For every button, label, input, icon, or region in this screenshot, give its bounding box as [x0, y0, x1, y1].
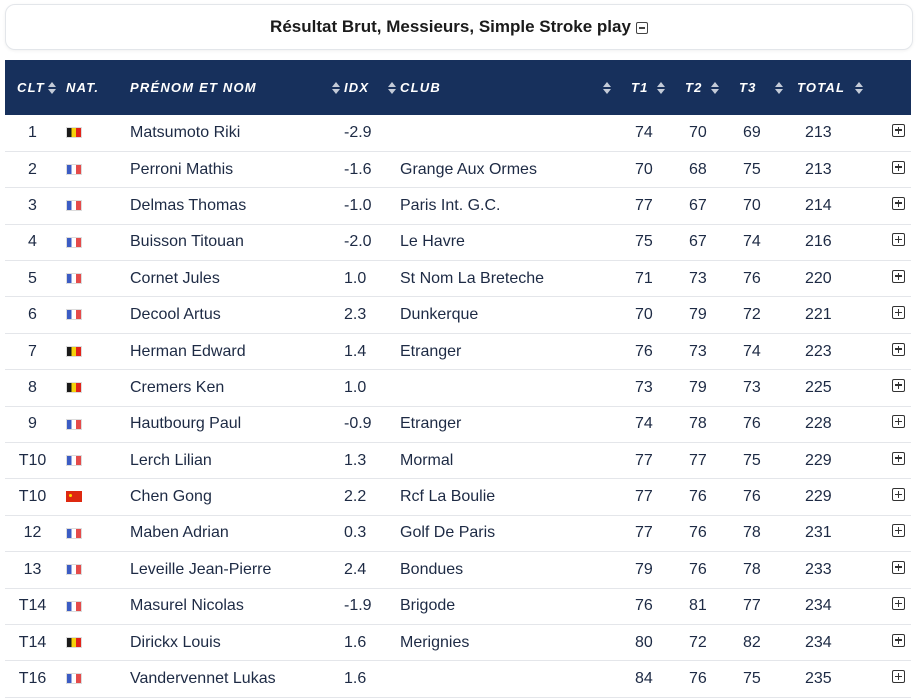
round1-cell: 77	[635, 488, 653, 506]
rank-cell: 4	[28, 233, 37, 251]
player-name-cell: Perroni Mathis	[130, 160, 234, 178]
expand-cell	[867, 624, 911, 660]
index-cell: -2.0	[344, 233, 372, 251]
rank-cell: 8	[28, 378, 37, 396]
sort-icon[interactable]	[332, 82, 340, 94]
total-cell: 216	[805, 233, 832, 251]
player-name-cell: Hautbourg Paul	[130, 415, 242, 433]
total-cell: 234	[805, 597, 832, 615]
expand-plus-icon[interactable]	[892, 524, 905, 537]
round3-cell: 76	[743, 415, 761, 433]
sort-icon[interactable]	[775, 82, 783, 94]
results-title-bar[interactable]	[5, 4, 913, 50]
flag-be-icon	[66, 382, 82, 393]
round1-cell: 77	[635, 524, 653, 542]
flag-fr-icon	[66, 200, 82, 211]
round1-cell: 76	[635, 342, 653, 360]
nationality-cell	[60, 151, 130, 187]
expand-cell	[867, 515, 911, 551]
expand-cell	[867, 151, 911, 187]
round3-cell: 76	[743, 488, 761, 506]
table-row	[5, 661, 911, 697]
round3-cell: 74	[743, 233, 761, 251]
expand-cell	[867, 297, 911, 333]
expand-plus-icon[interactable]	[892, 452, 905, 465]
nationality-cell	[60, 115, 130, 151]
round2-cell: 67	[689, 233, 707, 251]
total-cell: 213	[805, 160, 832, 178]
rank-cell: T10	[18, 451, 47, 469]
expand-cell	[867, 115, 911, 151]
total-cell: 213	[805, 123, 832, 141]
table-row	[5, 552, 911, 588]
club-cell: Bondues	[400, 560, 464, 578]
index-cell: 2.4	[344, 560, 367, 578]
index-cell: 1.6	[344, 633, 367, 651]
total-cell: 228	[805, 415, 832, 433]
sort-icon[interactable]	[603, 82, 611, 94]
expand-plus-icon[interactable]	[892, 415, 905, 428]
expand-plus-icon[interactable]	[892, 597, 905, 610]
expand-cell	[867, 333, 911, 369]
round2-cell: 81	[689, 597, 707, 615]
nationality-cell	[60, 624, 130, 660]
round2-cell: 79	[689, 378, 707, 396]
index-cell: 1.4	[344, 342, 367, 360]
round2-cell: 76	[689, 524, 707, 542]
col-header-clt[interactable]: CLT	[5, 60, 60, 115]
expand-plus-icon[interactable]	[892, 270, 905, 283]
table-row	[5, 261, 911, 297]
expand-plus-icon[interactable]	[892, 124, 905, 137]
club-cell: Merignies	[400, 633, 470, 651]
flag-fr-icon	[66, 564, 82, 575]
table-row	[5, 188, 911, 224]
round3-cell: 77	[743, 597, 761, 615]
col-header-t3[interactable]: T3	[723, 60, 787, 115]
round1-cell: 71	[635, 269, 653, 287]
round1-cell: 77	[635, 196, 653, 214]
total-cell: 223	[805, 342, 832, 360]
expand-cell	[867, 661, 911, 697]
club-cell: Etranger	[400, 342, 462, 360]
rank-cell: T14	[18, 597, 47, 615]
table-row	[5, 624, 911, 660]
index-cell: -1.9	[344, 597, 372, 615]
index-cell: 1.0	[344, 378, 367, 396]
table-row	[5, 443, 911, 479]
flag-fr-icon	[66, 528, 82, 539]
index-cell: 0.3	[344, 524, 367, 542]
expand-cell	[867, 224, 911, 260]
total-cell: 233	[805, 560, 832, 578]
nationality-cell	[60, 661, 130, 697]
club-cell: Golf De Paris	[400, 524, 496, 542]
col-header-idx[interactable]: IDX	[344, 60, 400, 115]
flag-fr-icon	[66, 164, 82, 175]
expand-cell	[867, 370, 911, 406]
player-name-cell: Maben Adrian	[130, 524, 229, 542]
expand-cell	[867, 552, 911, 588]
round1-cell: 77	[635, 451, 653, 469]
flag-fr-icon	[66, 237, 82, 248]
round2-cell: 67	[689, 196, 707, 214]
player-name-cell: Matsumoto Riki	[130, 123, 241, 141]
round3-cell: 73	[743, 378, 761, 396]
rank-cell: T10	[18, 488, 47, 506]
round1-cell: 75	[635, 233, 653, 251]
col-header-name[interactable]: PRÉNOM ET NOM	[130, 60, 344, 115]
rank-cell: 7	[28, 342, 37, 360]
total-cell: 214	[805, 196, 832, 214]
table-row	[5, 224, 911, 260]
sort-icon[interactable]	[855, 82, 863, 94]
round2-cell: 68	[689, 160, 707, 178]
expand-cell	[867, 406, 911, 442]
nationality-cell	[60, 370, 130, 406]
expand-plus-icon[interactable]	[892, 233, 905, 246]
index-cell: -1.0	[344, 196, 372, 214]
round2-cell: 77	[689, 451, 707, 469]
round2-cell: 78	[689, 415, 707, 433]
expand-plus-icon[interactable]	[892, 197, 905, 210]
player-name-cell: Leveille Jean-Pierre	[130, 560, 272, 578]
nationality-cell	[60, 188, 130, 224]
table-row	[5, 115, 911, 151]
sort-icon[interactable]	[657, 82, 665, 94]
club-cell: Brigode	[400, 597, 456, 615]
player-name-cell: Delmas Thomas	[130, 196, 247, 214]
total-cell: 229	[805, 488, 832, 506]
round1-cell: 74	[635, 123, 653, 141]
results-table	[5, 60, 911, 698]
total-cell: 229	[805, 451, 832, 469]
player-name-cell: Cornet Jules	[130, 269, 220, 287]
round3-cell: 72	[743, 306, 761, 324]
round2-cell: 76	[689, 670, 707, 688]
rank-cell: 9	[28, 415, 37, 433]
total-cell: 231	[805, 524, 832, 542]
flag-fr-icon	[66, 419, 82, 430]
expand-plus-icon[interactable]	[892, 306, 905, 319]
sort-icon[interactable]	[48, 82, 56, 94]
table-row	[5, 297, 911, 333]
table-row	[5, 333, 911, 369]
index-cell: -1.6	[344, 160, 372, 178]
player-name-cell: Chen Gong	[130, 488, 212, 506]
total-cell: 234	[805, 633, 832, 651]
round1-cell: 70	[635, 160, 653, 178]
round3-cell: 76	[743, 269, 761, 287]
table-row	[5, 479, 911, 515]
sort-icon[interactable]	[711, 82, 719, 94]
round3-cell: 75	[743, 160, 761, 178]
round3-cell: 69	[743, 123, 761, 141]
player-name-cell: Masurel Nicolas	[130, 597, 244, 615]
table-row	[5, 406, 911, 442]
collapse-icon[interactable]	[636, 22, 648, 34]
expand-cell	[867, 479, 911, 515]
col-header-t1[interactable]: T1	[615, 60, 669, 115]
nationality-cell	[60, 443, 130, 479]
nationality-cell	[60, 588, 130, 624]
table-row	[5, 370, 911, 406]
round1-cell: 79	[635, 560, 653, 578]
round2-cell: 72	[689, 633, 707, 651]
flag-fr-icon	[66, 309, 82, 320]
round2-cell: 73	[689, 342, 707, 360]
round2-cell: 76	[689, 560, 707, 578]
flag-be-icon	[66, 127, 82, 138]
round2-cell: 76	[689, 488, 707, 506]
club-cell	[400, 115, 615, 151]
expand-cell	[867, 588, 911, 624]
player-name-cell: Cremers Ken	[130, 378, 225, 396]
expand-cell	[867, 261, 911, 297]
player-name-cell: Herman Edward	[130, 342, 246, 360]
rank-cell: T14	[18, 633, 47, 651]
index-cell: 2.2	[344, 488, 367, 506]
player-name-cell: Dirickx Louis	[130, 633, 221, 651]
flag-cn-icon	[66, 491, 82, 502]
expand-plus-icon[interactable]	[892, 634, 905, 647]
round1-cell: 74	[635, 415, 653, 433]
nationality-cell	[60, 515, 130, 551]
index-cell: 1.3	[344, 451, 367, 469]
index-cell: 1.6	[344, 670, 367, 688]
flag-fr-icon	[66, 273, 82, 284]
round3-cell: 70	[743, 196, 761, 214]
nationality-cell	[60, 297, 130, 333]
player-name-cell: Decool Artus	[130, 306, 221, 324]
expand-plus-icon[interactable]	[892, 670, 905, 683]
rank-cell: 13	[23, 560, 42, 578]
club-cell: Rcf La Boulie	[400, 488, 496, 506]
expand-plus-icon[interactable]	[892, 561, 905, 574]
rank-cell: T16	[18, 670, 47, 688]
nationality-cell	[60, 261, 130, 297]
round3-cell: 74	[743, 342, 761, 360]
index-cell: -2.9	[344, 123, 372, 141]
flag-fr-icon	[66, 455, 82, 466]
flag-be-icon	[66, 346, 82, 357]
index-cell: 1.0	[344, 269, 367, 287]
col-header-total[interactable]: TOTAL	[787, 60, 867, 115]
total-cell: 220	[805, 269, 832, 287]
club-cell: St Nom La Breteche	[400, 269, 545, 287]
club-cell: Grange Aux Ormes	[400, 160, 537, 178]
nationality-cell	[60, 224, 130, 260]
rank-cell: 2	[28, 160, 37, 178]
nationality-cell	[60, 552, 130, 588]
table-row	[5, 588, 911, 624]
round3-cell: 78	[743, 560, 761, 578]
club-cell: Paris Int. G.C.	[400, 196, 501, 214]
round2-cell: 79	[689, 306, 707, 324]
nationality-cell	[60, 406, 130, 442]
club-cell: Etranger	[400, 415, 462, 433]
round1-cell: 84	[635, 670, 653, 688]
player-name-cell: Vandervennet Lukas	[130, 670, 276, 688]
rank-cell: 3	[28, 196, 37, 214]
table-row	[5, 515, 911, 551]
rank-cell: 12	[23, 524, 42, 542]
round3-cell: 75	[743, 451, 761, 469]
total-cell: 221	[805, 306, 832, 324]
nationality-cell	[60, 333, 130, 369]
header-row	[5, 60, 911, 115]
club-cell: Le Havre	[400, 233, 465, 251]
round2-cell: 70	[689, 123, 707, 141]
index-cell: -0.9	[344, 415, 372, 433]
total-cell: 235	[805, 670, 832, 688]
results-title: Résultat Brut, Messieurs, Simple Stroke play	[270, 17, 631, 36]
index-cell: 2.3	[344, 306, 367, 324]
col-header-expand	[867, 60, 911, 115]
club-cell: Dunkerque	[400, 306, 479, 324]
expand-plus-icon[interactable]	[892, 343, 905, 356]
club-cell: Mormal	[400, 451, 454, 469]
round3-cell: 75	[743, 670, 761, 688]
flag-be-icon	[66, 637, 82, 648]
club-cell	[400, 370, 615, 406]
col-header-t2[interactable]: T2	[669, 60, 723, 115]
round3-cell: 82	[743, 633, 761, 651]
round1-cell: 76	[635, 597, 653, 615]
expand-cell	[867, 188, 911, 224]
round2-cell: 73	[689, 269, 707, 287]
expand-cell	[867, 443, 911, 479]
flag-fr-icon	[66, 673, 82, 684]
player-name-cell: Buisson Titouan	[130, 233, 244, 251]
col-header-club[interactable]: CLUB	[400, 60, 615, 115]
expand-plus-icon[interactable]	[892, 379, 905, 392]
rank-cell: 6	[28, 306, 37, 324]
round3-cell: 78	[743, 524, 761, 542]
nationality-cell	[60, 479, 130, 515]
flag-fr-icon	[66, 601, 82, 612]
round1-cell: 80	[635, 633, 653, 651]
sort-icon[interactable]	[388, 82, 396, 94]
rank-cell: 1	[28, 123, 37, 141]
table-row	[5, 151, 911, 187]
col-header-nat: NAT.	[66, 80, 100, 95]
club-cell	[400, 661, 615, 697]
expand-plus-icon[interactable]	[892, 161, 905, 174]
rank-cell: 5	[28, 269, 37, 287]
round1-cell: 70	[635, 306, 653, 324]
round1-cell: 73	[635, 378, 653, 396]
total-cell: 225	[805, 378, 832, 396]
player-name-cell: Lerch Lilian	[130, 451, 212, 469]
expand-plus-icon[interactable]	[892, 488, 905, 501]
